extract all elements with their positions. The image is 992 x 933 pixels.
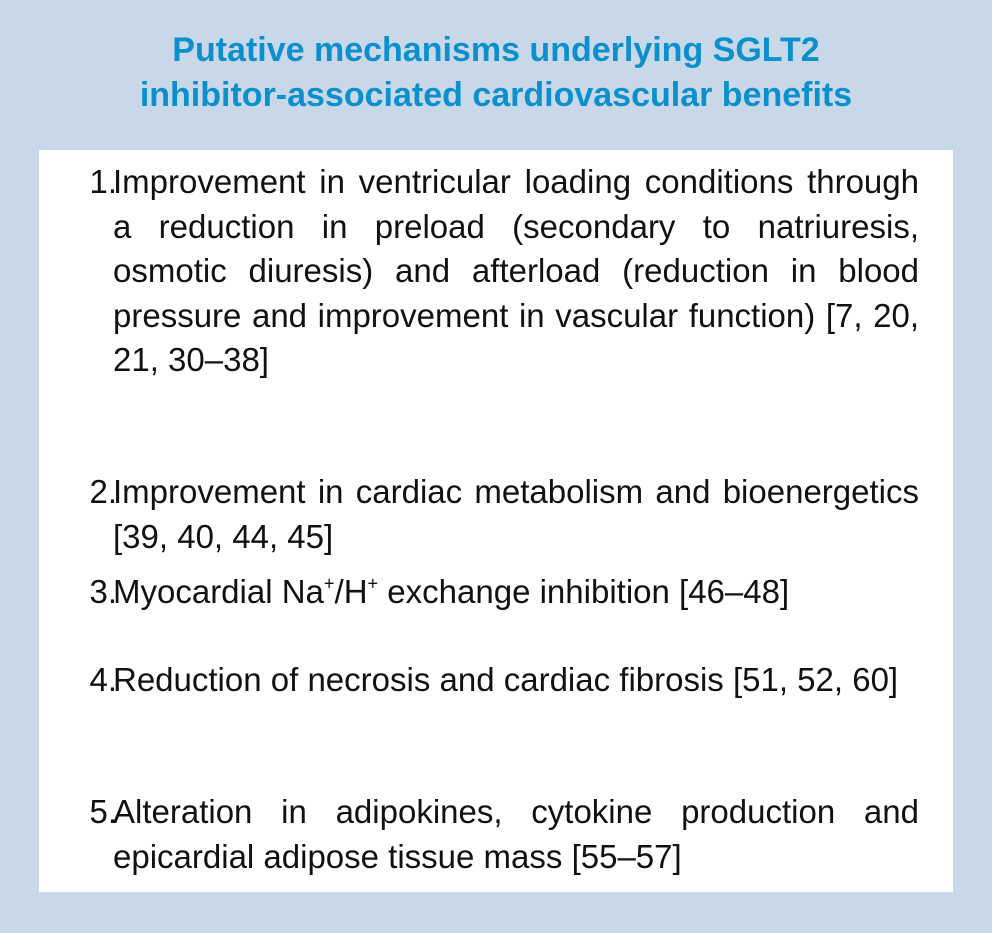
item-text: [113, 570, 919, 615]
item-number: 5.: [89, 793, 117, 830]
superscript: +: [367, 573, 379, 594]
text-part: Myocardial Na: [113, 573, 324, 610]
item-number: 2.: [89, 473, 117, 510]
text-part: /H: [334, 573, 368, 610]
superscript: +: [323, 573, 335, 594]
mechanisms-panel: [39, 150, 953, 892]
item-number: 3.: [89, 573, 117, 610]
title-line-2: inhibitor-associated cardiovascular benefits: [139, 76, 853, 114]
item-text: Improvement in ventricular loading conditions through a reduction in preload (secondary to natriuresis, osmotic diuresis) and afterload (reduction in blood pressure and improvement in vascular function) [7, 20, 21, 30–38]: [113, 163, 919, 378]
title-line-1: Putative mechanisms underlying SGLT2: [172, 31, 820, 69]
item-number: 4.: [89, 661, 117, 698]
item-number: 1.: [89, 163, 117, 200]
item-text: Alteration in adipokines, cytokine production and epicardial adipose tissue mass [55–57]: [113, 793, 919, 875]
item-text: Improvement in cardiac metabolism and bioenergetics [39, 40, 44, 45]: [113, 473, 919, 555]
page-title: [0, 28, 992, 118]
item-text: Reduction of necrosis and cardiac fibrosis [51, 52, 60]: [113, 661, 899, 698]
text-part: exchange inhibition [46–48]: [378, 573, 790, 610]
